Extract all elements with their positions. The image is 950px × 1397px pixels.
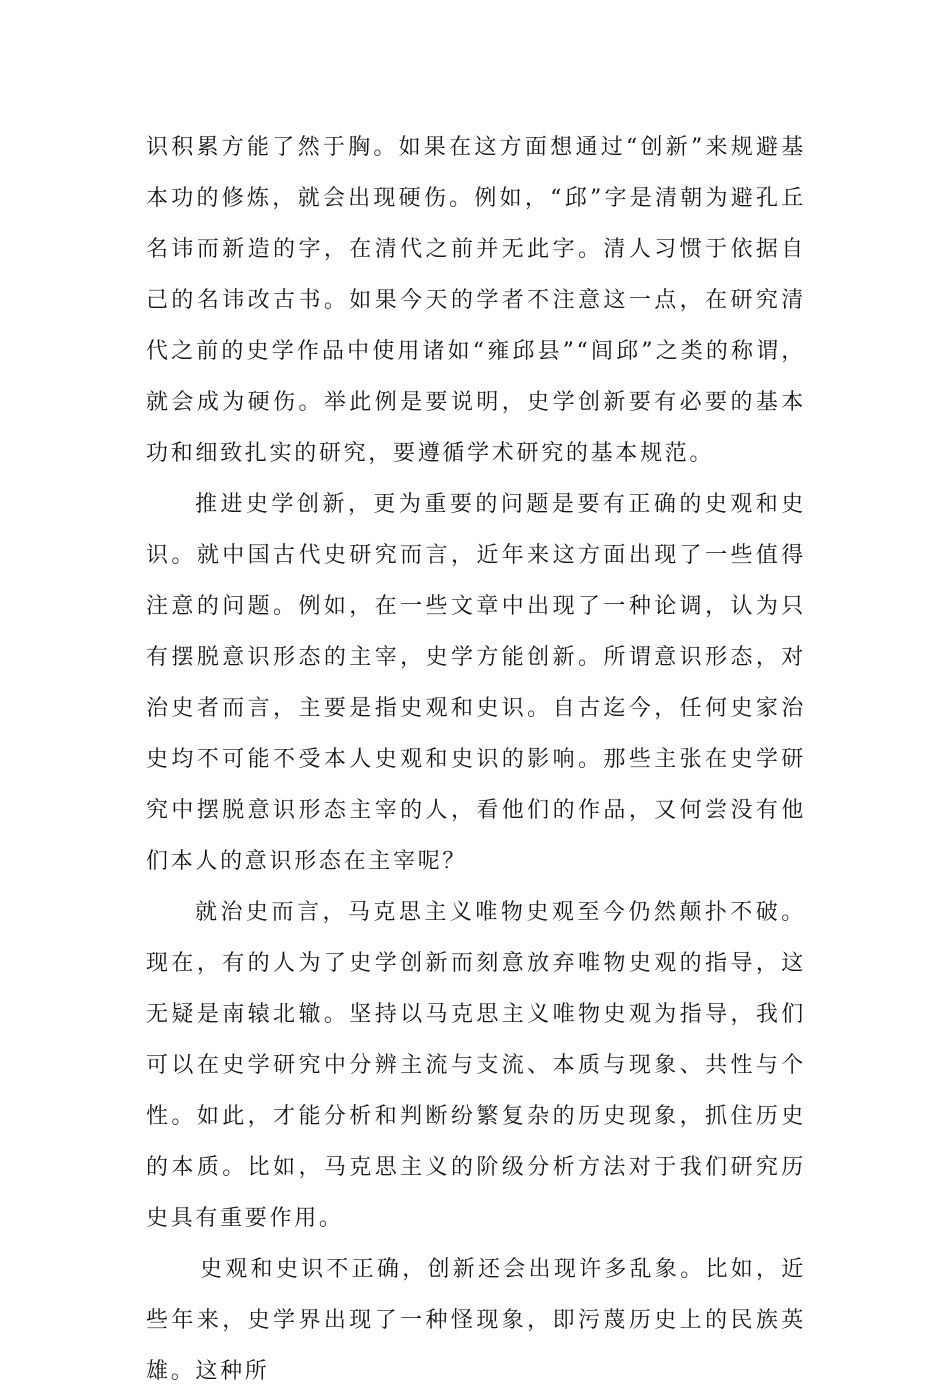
paragraph-chaos: 史观和史识不正确，创新还会出现许多乱象。比如，近些年来，史学界出现了一种怪现象，即污蔑历史上的民族英雄。这种所: [146, 1257, 806, 1384]
document-body: [146, 122, 806, 1397]
paragraph-materialism: 就治史而言，马克思主义唯物史观至今仍然颠扑不破。现在，有的人为了史学创新而刻意放弃唯物史观的指导，这无疑是南辕北辙。坚持以马克思主义唯物史观为指导，我们可以在史学研究中分辨主流与支流、本质与现象、共性与个性。如此，才能分析和判断纷繁复杂的历史现象，抓住历史的本质。比如，马克思主义的阶级分析方法对于我们研究历史具有重要作用。: [146, 900, 806, 1231]
paragraph-historical-view: 推进史学创新，更为重要的问题是要有正确的史观和史识。就中国古代史研究而言，近年来这方面出现了一些值得注意的问题。例如，在一些文章中出现了一种论调，认为只有摆脱意识形态的主宰，史学方能创新。所谓意识形态，对治史者而言，主要是指史观和史识。自古迄今，任何史家治史均不可能不受本人史观和史识的影响。那些主张在史学研究中摆脱意识形态主宰的人，看他们的作品，又何尝没有他们本人的意识形态在主宰呢？: [146, 492, 806, 874]
paragraph-continuation: 识积累方能了然于胸。如果在这方面想通过“创新”来规避基本功的修炼，就会出现硬伤。例如，“邱”字是清朝为避孔丘名讳而新造的字，在清代之前并无此字。清人习惯于依据自己的名讳改古书。如果今天的学者不注意这一点，在研究清代之前的史学作品中使用诸如“雍邱县”“闾邱”之类的称谓，就会成为硬伤。举此例是要说明，史学创新要有必要的基本功和细致扎实的研究，要遵循学术研究的基本规范。: [146, 135, 806, 466]
